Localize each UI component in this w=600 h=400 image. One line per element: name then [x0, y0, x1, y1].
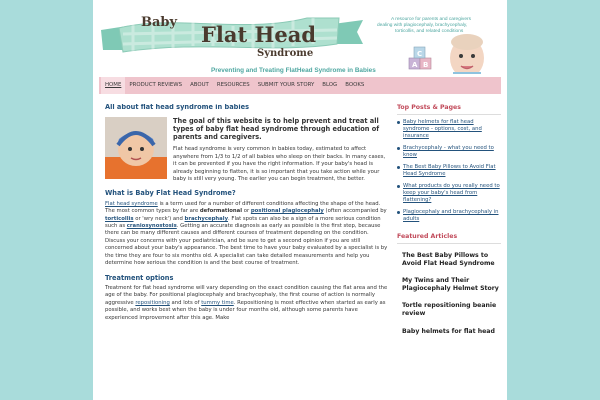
- main-nav: [99, 77, 501, 94]
- intro-statement: The goal of this website is to help prevent and treat all types of baby flat head syndrome through education of parents and caregivers.: [173, 117, 380, 142]
- header-blurb-line-1: A resource for parents and caregivers: [391, 17, 471, 22]
- block-letter-a: A: [412, 61, 418, 69]
- block-letter-b: B: [423, 61, 429, 69]
- what-is-paragraph: [105, 201, 388, 268]
- header-blurb-line-2: dealing with plagiocephaly, brachycephaly,: [377, 23, 468, 28]
- link-repositioning[interactable]: repositioning: [135, 299, 170, 306]
- link-flat-head-syndrome[interactable]: Flat head syndrome: [105, 200, 158, 207]
- link-brachycephaly[interactable]: brachycephaly: [184, 215, 229, 222]
- what-is-text-2: or: [242, 208, 251, 215]
- treatment-text-1: Treatment for flat head syndrome will vary depending on the exact condition causing the flat area and the age of the baby. For positional plagiocephaly and brachycephaly, the first course of action is normally aggressive: [105, 284, 388, 306]
- logo-text-syndrome: Syndrome: [257, 48, 314, 59]
- logo-text-flathead: Flat Head: [201, 22, 316, 47]
- nav-about[interactable]: ABOUT: [190, 82, 209, 88]
- treatment-text-3: . Repositioning is most effective when started as early as possible, and works best when the baby is under four months old, although some parents have experienced improvement after this age. Make: [105, 299, 386, 321]
- link-craniosynostosis[interactable]: craniosynostosis: [126, 223, 177, 230]
- intro-paragraph: Flat head syndrome is very common in babies today, estimated to affect anywhere from 1/3 to 1/2 of all babies who sleep on their backs. In many cases, it can be prevented if you have the right information. If your baby's head is already beginning to flatten, it is so important that you take action while your baby is still very young. The earlier you can begin treatment, the better.: [173, 146, 386, 183]
- site-logo[interactable]: [93, 0, 507, 74]
- nav-submit-your-story[interactable]: SUBMIT YOUR STORY: [257, 82, 315, 88]
- nav-resources[interactable]: RESOURCES: [216, 82, 250, 88]
- top-post-link[interactable]: Plagiocephaly and brachycephaly in adults: [403, 209, 501, 223]
- header-tagline: Preventing and Treating FlatHead Syndrome in Babies: [211, 67, 376, 74]
- featured-article-link[interactable]: Baby helmets for flat head: [402, 327, 495, 335]
- page-container: [93, 0, 507, 400]
- top-post-link[interactable]: Baby helmets for flat head syndrome - options, cost, and insurance: [403, 119, 501, 140]
- page-title: All about flat head syndrome in babies: [105, 104, 250, 111]
- link-torticollis[interactable]: torticollis: [105, 215, 134, 222]
- link-tummy-time[interactable]: tummy time: [201, 299, 234, 306]
- top-post-link[interactable]: The Best Baby Pillows to Avoid Flat Head Syndrome: [403, 164, 501, 178]
- nav-books[interactable]: BOOKS: [345, 82, 365, 88]
- featured-article-link[interactable]: Tortle repositioning beanie review: [402, 302, 497, 317]
- baby-photo: [450, 34, 484, 74]
- site-header: [93, 0, 507, 74]
- treatment-paragraph: [105, 285, 388, 322]
- main-content: [105, 104, 388, 400]
- sidebar-heading-featured: Featured Articles: [397, 233, 501, 244]
- top-posts-list: [397, 119, 501, 223]
- what-is-text-4: or 'wry neck') and: [133, 215, 185, 222]
- baby-helmet-photo: [105, 117, 167, 179]
- nav-blog[interactable]: BLOG: [322, 82, 338, 88]
- block-letter-c: C: [417, 50, 423, 58]
- link-positional-plagiocephaly[interactable]: positional plagiocephaly: [250, 208, 324, 215]
- what-is-deformational: deformational: [199, 208, 243, 215]
- sidebar-heading-top-posts: Top Posts & Pages: [397, 104, 501, 115]
- logo-text-baby: Baby: [141, 15, 178, 30]
- nav-product-reviews[interactable]: PRODUCT REVIEWS: [129, 82, 183, 88]
- treatment-text-2: and lots of: [169, 299, 202, 306]
- header-blurb-line-3: torticollis, and related conditions: [395, 29, 464, 34]
- top-post-link[interactable]: Brachycephaly - what you need to know: [403, 145, 501, 159]
- sidebar: [397, 104, 501, 400]
- what-is-text-3: (often accompanied by: [323, 208, 387, 215]
- what-is-text-5: . Flat spots can also be a sign of a more serious condition such as: [105, 215, 381, 230]
- section-heading-treatment: Treatment options: [105, 273, 174, 282]
- what-is-text-6: . Getting an accurate diagnosis as early as possible is the first step, because there can be many different causes and different courses of treatment depending on the condition. Discuss your concerns with your pediatrician, and be sure to get a second opinion if you are still concerned about your baby's appearance. The best time to have your baby evaluated by a specialist is by the time they are four to six months old. A specialist can take detailed measurements and help you determine how serious the condition is and the best course of treatment.: [105, 223, 388, 267]
- baby-blocks-icon: [409, 47, 431, 69]
- top-post-link[interactable]: What products do you really need to keep your baby's head from flattening?: [403, 183, 500, 203]
- header-blurb: [377, 16, 472, 34]
- what-is-text-1: is a term used for a number of different conditions affecting the shape of the head. The most common types by far are: [105, 200, 381, 215]
- featured-article-link[interactable]: The Best Baby Pillows to Avoid Flat Head Syndrome: [402, 252, 495, 267]
- nav-home[interactable]: HOME: [101, 77, 125, 94]
- featured-article-link[interactable]: My Twins and Their Plagiocephaly Helmet Story: [402, 277, 499, 292]
- section-heading-what-is: What is Baby Flat Head Syndrome?: [105, 189, 236, 198]
